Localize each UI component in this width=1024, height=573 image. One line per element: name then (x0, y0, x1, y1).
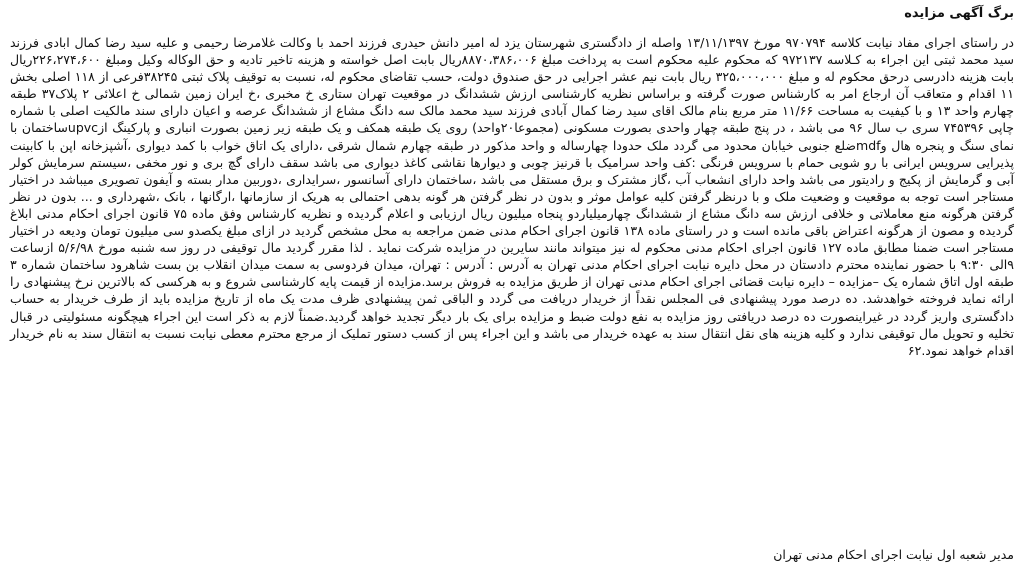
notice-title: برگ آگهی مزایده (904, 6, 1014, 21)
signature-line: مدیر شعبه اول نیابت اجرای احکام مدنی تهران (773, 547, 1014, 562)
notice-body: در راستای اجرای مفاد نیابت کلاسه ۹۷۰۷۹۴ مورخ ۱۳/۱۱/۱۳۹۷ واصله از دادگستری شهرستان یزد له امیر دانش حیدری فرزند احمد با وکالت غلامرضا رحیمی و علیه سید رضا کمال ابادی فرزند سید محمد ثبتی این اجراء به کـلاسه ۹۷۲۱۳۷ که محکوم علیه محکوم است به پرداخت مبلغ ۸۸۷۰،۳۸۶،۰۰۶ریال بابت اصل خواسته و هزینه تاخیر تادیه و حق الوکاله وکیل ومبلغ ۲۲۶،۲۷۴،۶۰۰ریال بابت هزینه دادرسی درحق محکوم له و مبلغ ۳۲۵،۰۰۰،۰۰۰ ریال بابت نیم عشر اجرایی در حق صندوق دولت، حسب تقاضای محکوم له، نسبت به توقیف پلاک ثبتی ۳۸۲۴۵فرعی از ۱۱۸ اصلی بخش ۱۱ اقدام و متعاقب آن ارجاع امر به کارشناس صورت گرفته و براساس نظریه کارشناسی ارزش ششدانگ در موقعیت تهران ستاری خ مخبری ،خ ایران زمین شمالی خ اعلائی ۲ پلاک۳۷ طبقه چهارم واحد ۱۳ و با کیفیت به مساحت ۱۱/۶۶ متر مربع بنام مالک اقای سید رضا کمال آبادی فرزند سید محمد مالک سه دانگ مشاع از ششدانگ عرصه و اعیان دارای سند مالکیت اصلی با شماره چاپی ۷۴۵۳۹۶ سری ب سال ۹۶ می باشد ، در پنج طبقه چهار واحدی بصورت مسکونی (مجموعا۲۰واحد) روی یک طبقه همکف و یک طبقه زیر زمین بصورت انباری و پارکینگ ازupvcساختمان با نمای سنگ و پنجره هال وmdfضلع جنوبی خیابان محدود می گردد ملک حدودا چهارساله و واحد مذکور در طبقه چهارم شمال شرقی ،دارای یک اتاق خواب با کمد دیواری ،آشپزخانه اپن با کابینت پذیرایی سرویس ایرانی با رو شویی حمام با سرویس فرنگی :کف واحد سرامیک با قرنیز چوبی و دیوارها نقاشی کاغذ دیواری می باشد سقف دارای گچ بری و نور مخفی ،سیستم سرمایش کولر آبی و گرمایش از پکیج و رادیتور می باشد واحد دارای انشعاب آب ،گاز مشترک و برق مستقل می باشد ،ساختمان دارای آسانسور ،سرایداری ،دوربین مدار بسته و آیفون تصویری میباشد در اختیار مستاجر است توجه به موقعیت و وضعیت ملک و با درنظر گرفتن کلیه عوامل موثر و بدون در نظر گرفتن هر گونه بدهی احتمالی به هریک از سازمانها ،ارگانها ، بانک ،شهرداری و ... بدون در نظر گرفتن هرگونه منع معاملاتی و خلافی ارزش سه دانگ مشاع از ششدانگ چهارمیلیاردو پنجاه میلیون ریال ارزیابی و اعلام گردیده و نظریه کارشناس وفق ماده ۷۵ قانون اجرای احکام مدنی ابلاغ گردیده و مصون از هرگونه اعتراض باقی مانده است و در راستای ماده ۱۳۸ قانون اجرای احکام مدنی ضمن مراجعه به محل مشخص گردید در ازای مبلغ یکصدو سی میلیون تومان ودیعه در اختیار مستاجر است ضمنا مطابق ماده ۱۲۷ قانون اجرای احکام مدنی محکوم له نیز میتواند مانند سایرین در مزایده شرکت نماید . لذا مقرر گردید مال توقیفی در روز سه شنبه مورخ ۵/۶/۹۸ ازساعت ۹الی ۹:۳۰ با حضور نماینده محترم دادستان در محل دایره نیابت اجرای احکام مدنی تهران به آدرس : آدرس : تهران، میدان فردوسی به سمت میدان انقلاب بن بست شاهرود ساختمان شماره ۳ طبقه اول اتاق شماره یک –مزایده – دایره نیابت قضائی اجرای احکام مدنی تهران از طریق مزایده به فروش برسد.مزایده از قیمت پایه کارشناسی شروع و به هرکسی که بالاترین نرخ پیشنهادی را ارائه نماید فروخته خواهدشد. ده درصد مورد پیشنهادی فی المجلس نقداً از خریدار دریافت می گردد و الباقی ثمن پیشنهادی ظرف مدت یک ماه از تاریخ مزایده باید از طرف خریدار به حساب دادگستری واریز گردد در غیراینصورت ده درصد دریافتی روز مزایده به نفع دولت ضبط و مزایده برای یک بار دیگر تجدید خواهد گردید.ضمناً لازم به ذکر است این اجراء هیچگونه مسئولیتی در قبال تخلیه و تحویل مال توقیفی ندارد و کلیه هزینه های نقل انتقال سند به عهده خریدار می باشد و این اجراء پس از کسب دستور تملیک از مرجع محترم معطی نیابت نسبت به انتقال سند به نام خریدار اقدام خواهد نمود.۶۲ (10, 35, 1015, 358)
